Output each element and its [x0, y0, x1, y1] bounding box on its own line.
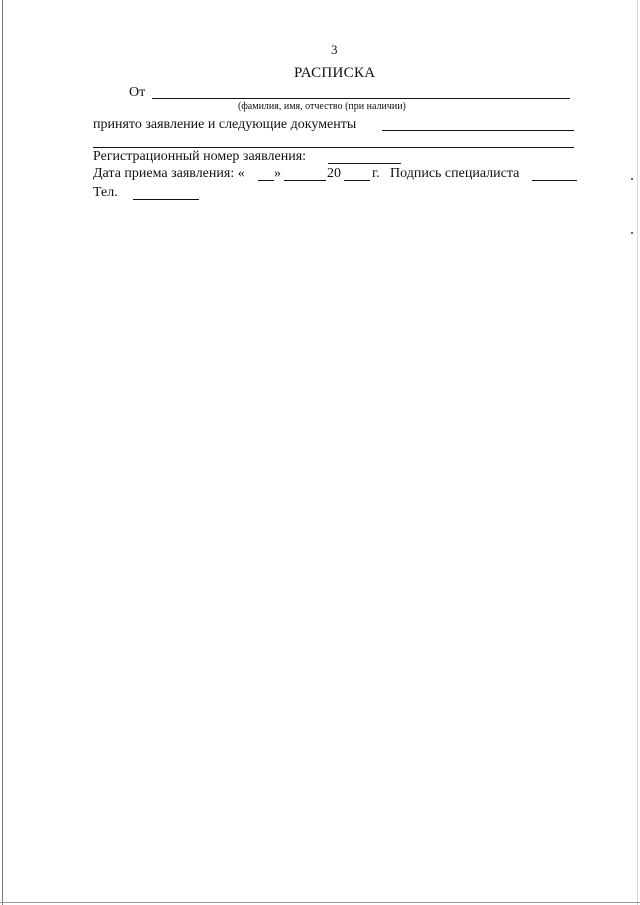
document-title: РАСПИСКА [294, 65, 376, 81]
documents-line-2[interactable] [93, 147, 574, 148]
scan-edge-bottom [0, 902, 640, 903]
scan-edge-right [637, 0, 638, 905]
scan-edge-left [2, 0, 3, 905]
signature-label: Подпись специалиста [390, 166, 520, 181]
documents-line-1[interactable] [382, 130, 574, 131]
day-line[interactable] [258, 180, 274, 181]
year-suffix: г. [372, 166, 380, 181]
year-line[interactable] [344, 180, 370, 181]
scan-speck [631, 178, 633, 180]
month-line[interactable] [284, 180, 326, 181]
accepted-text: принято заявление и следующие документы [93, 117, 357, 132]
date-close-quote: » [274, 166, 281, 181]
year-prefix: 20 [327, 166, 341, 181]
reg-number-label: Регистрационный номер заявления: [93, 149, 307, 164]
phone-line[interactable] [133, 199, 199, 200]
phone-label: Тел. [93, 185, 118, 200]
signature-line[interactable] [532, 180, 577, 181]
date-label: Дата приема заявления: « [93, 166, 245, 181]
reg-number-line[interactable] [328, 163, 401, 164]
from-label: От [129, 85, 146, 100]
from-name-line[interactable] [152, 98, 570, 99]
page-number: 3 [331, 42, 338, 57]
scan-speck [631, 232, 633, 234]
name-hint: (фамилия, имя, отчество (при наличии) [238, 101, 406, 112]
